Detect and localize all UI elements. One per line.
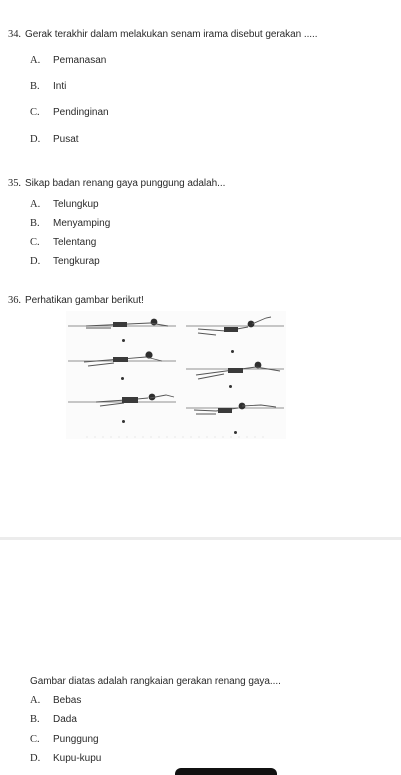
question-text: Gerak terakhir dalam melakukan senam irama disebut gerakan .....	[25, 29, 318, 40]
swimmer-illustrations	[66, 311, 286, 439]
option-letter: D.	[30, 134, 41, 145]
option-36-d[interactable]	[30, 753, 101, 764]
question-36-stem	[8, 295, 395, 306]
option-text: Kupu-kupu	[53, 753, 102, 764]
figure-marker	[122, 420, 125, 423]
swimmer-4	[196, 362, 280, 379]
option-34-a[interactable]	[30, 55, 106, 66]
option-letter: B.	[30, 81, 40, 92]
option-text: Pemanasan	[53, 55, 107, 66]
swimmer-3	[84, 351, 162, 366]
question-36-prompt: Gambar diatas adalah rangkaian gerakan renang gaya....	[30, 676, 281, 687]
option-text: Telentang	[53, 237, 97, 248]
swimmer-1	[86, 319, 168, 328]
option-text: Pendinginan	[53, 107, 109, 118]
option-letter: A.	[30, 199, 41, 210]
option-text: Menyamping	[53, 218, 111, 229]
question-number: 36.	[8, 295, 21, 306]
option-text: Dada	[53, 714, 77, 725]
option-36-a[interactable]	[30, 695, 81, 706]
option-text: Pusat	[53, 134, 79, 145]
question-35-stem	[8, 178, 395, 189]
option-letter: C.	[30, 107, 40, 118]
option-letter: B.	[30, 218, 40, 229]
option-letter: A.	[30, 695, 41, 706]
figure-marker	[121, 377, 124, 380]
figure-marker	[231, 350, 234, 353]
option-34-b[interactable]	[30, 81, 66, 92]
home-indicator-bar[interactable]	[175, 768, 277, 775]
option-letter: C.	[30, 734, 40, 745]
option-text: Punggung	[53, 734, 99, 745]
option-35-d[interactable]	[30, 256, 100, 267]
option-text: Telungkup	[53, 199, 99, 210]
question-number: 34.	[8, 29, 21, 40]
question-34-stem	[8, 29, 395, 40]
option-36-c[interactable]	[30, 734, 99, 745]
option-34-d[interactable]	[30, 134, 79, 145]
option-35-c[interactable]	[30, 237, 96, 248]
option-letter: D.	[30, 753, 41, 764]
section-divider	[0, 537, 401, 540]
option-text: Inti	[53, 81, 67, 92]
swimmer-5	[96, 394, 174, 406]
option-36-b[interactable]	[30, 714, 77, 725]
question-number: 35.	[8, 178, 21, 189]
option-letter: B.	[30, 714, 40, 725]
option-text: Tengkurap	[53, 256, 100, 267]
option-text: Bebas	[53, 695, 82, 706]
option-35-a[interactable]	[30, 199, 99, 210]
option-letter: C.	[30, 237, 40, 248]
question-text: Sikap badan renang gaya punggung adalah...	[25, 178, 226, 189]
option-34-c[interactable]	[30, 107, 109, 118]
figure-marker	[229, 385, 232, 388]
option-letter: D.	[30, 256, 41, 267]
question-text: Perhatikan gambar berikut!	[25, 295, 144, 306]
figure-marker	[122, 339, 125, 342]
figure-marker	[234, 431, 237, 434]
option-letter: A.	[30, 55, 41, 66]
option-35-b[interactable]	[30, 218, 110, 229]
swimming-stroke-figure	[66, 311, 286, 439]
